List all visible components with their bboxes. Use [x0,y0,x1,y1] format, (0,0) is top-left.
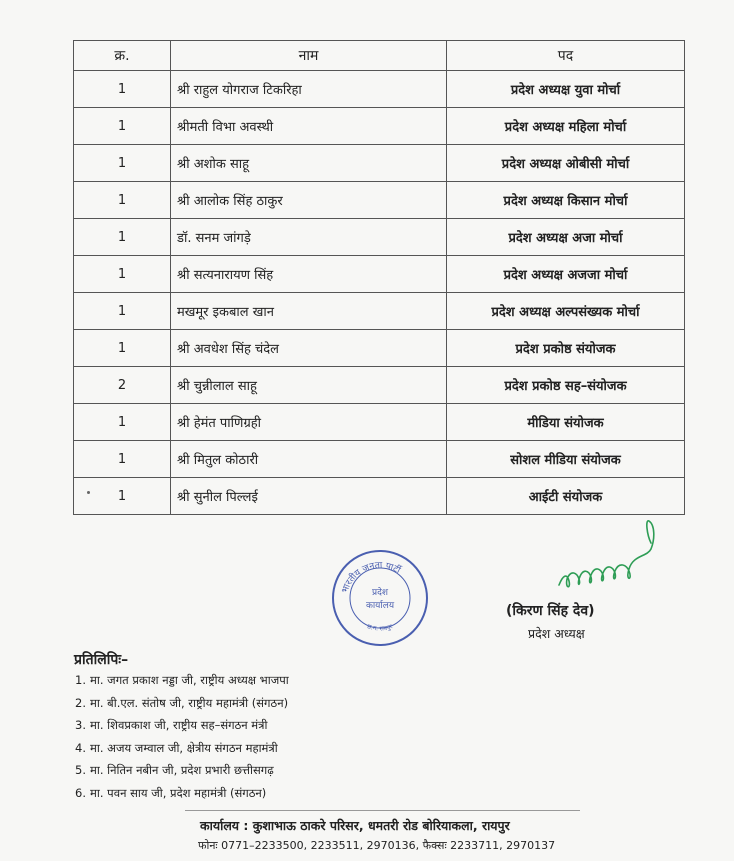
cell-name: श्रीमती विभा अवस्थी [171,108,447,145]
signer-name: (किरण सिंह देव) [506,603,595,619]
cell-post: प्रदेश अध्यक्ष अजा मोर्चा [447,219,685,256]
header-post: पद [447,41,685,71]
cell-name: मखमूर इकबाल खान [171,293,447,330]
cell-post: प्रदेश अध्यक्ष ओबीसी मोर्चा [447,145,685,182]
list-item: 6. मा. पवन साय जी, प्रदेश महामंत्री (संगठन) [75,785,267,800]
footer-phone-fax: फोनः 0771–2233500, 2233511, 2970136, फैक्सः 2233711, 2970137 [198,839,556,852]
cell-post: प्रदेश अध्यक्ष अल्पसंख्यक मोर्चा [447,293,685,330]
cell-post: प्रदेश प्रकोष्ठ सह–संयोजक [447,367,685,404]
handwritten-signature [555,515,665,595]
cell-post: सोशल मीडिया संयोजक [447,441,685,478]
cell-name: श्री सत्यनारायण सिंह [171,256,447,293]
table-row [74,71,685,108]
cell-post: प्रदेश अध्यक्ष महिला मोर्चा [447,108,685,145]
cell-post: प्रदेश अध्यक्ष अजजा मोर्चा [447,256,685,293]
list-item: 3. मा. शिवप्रकाश जी, राष्ट्रीय सह–संगठन मंत्री [75,718,268,732]
stamp-inner-text-2: कार्यालय [365,601,395,611]
cell-serial: 1 [74,182,171,219]
table-row [74,441,685,478]
cell-serial: 1 [74,404,171,441]
table-row [74,108,685,145]
cell-serial: 1 [74,478,171,515]
stamp-outer-text: भारतीय जनता पार्टी [340,560,402,595]
scan-speck [87,491,90,494]
table-body [74,71,685,515]
cell-name: श्री राहुल योगराज टिकरिहा [171,71,447,108]
table-row [74,293,685,330]
table-row [74,478,685,515]
svg-text:छ.ग. रायपुर [366,623,394,633]
cell-serial: 1 [74,145,171,182]
copies-heading: प्रतिलिपिः– [74,652,129,668]
table-row [74,145,685,182]
table-row [74,256,685,293]
cell-serial: 1 [74,219,171,256]
table-row [74,330,685,367]
cell-serial: 1 [74,256,171,293]
cell-name: श्री अशोक साहू [171,145,447,182]
table-row [74,404,685,441]
signer-title: प्रदेश अध्यक्ष [528,626,585,641]
appointments-table [73,40,685,515]
table-row [74,367,685,404]
list-item: 5. मा. नितिन नबीन जी, प्रदेश प्रभारी छत्तीसगढ़ [75,763,274,777]
table-row [74,182,685,219]
office-stamp [330,548,430,648]
cell-post: आईटी संयोजक [447,478,685,515]
cell-post: प्रदेश अध्यक्ष युवा मोर्चा [447,71,685,108]
cell-serial: 1 [74,71,171,108]
table-row [74,219,685,256]
cell-name: श्री आलोक सिंह ठाकुर [171,182,447,219]
footer-office-address: कार्यालय : कुशाभाऊ ठाकरे परिसर, धमतरी रोड बोरियाकला, रायपुर [200,818,510,833]
header-name: नाम [171,41,447,71]
list-item: 1. मा. जगत प्रकाश नड्डा जी, राष्ट्रीय अध्यक्ष भाजपा [75,673,289,687]
cell-serial: 1 [74,330,171,367]
list-item: 2. मा. बी.एल. संतोष जी, राष्ट्रीय महामंत्री (संगठन) [75,695,289,710]
copies-list [75,672,289,807]
stamp-inner-text-1: प्रदेश [371,588,389,598]
cell-post: मीडिया संयोजक [447,404,685,441]
cell-name: श्री मितुल कोठारी [171,441,447,478]
cell-name: डॉ. सनम जांगड़े [171,219,447,256]
table-header-row [74,41,685,71]
list-item: 4. मा. अजय जम्वाल जी, क्षेत्रीय संगठन महामंत्री [75,740,278,755]
cell-serial: 1 [74,441,171,478]
footer-divider [185,810,580,811]
cell-name: श्री अवधेश सिंह चंदेल [171,330,447,367]
cell-name: श्री चुन्नीलाल साहू [171,367,447,404]
cell-post: प्रदेश प्रकोष्ठ संयोजक [447,330,685,367]
cell-serial: 1 [74,293,171,330]
stamp-bottom-text: छ.ग. रायपुर [366,623,394,633]
cell-name: श्री हेमंत पाणिग्रही [171,404,447,441]
cell-serial: 2 [74,367,171,404]
header-serial: क्र. [74,41,171,71]
cell-serial: 1 [74,108,171,145]
cell-post: प्रदेश अध्यक्ष किसान मोर्चा [447,182,685,219]
cell-name: श्री सुनील पिल्लई [171,478,447,515]
